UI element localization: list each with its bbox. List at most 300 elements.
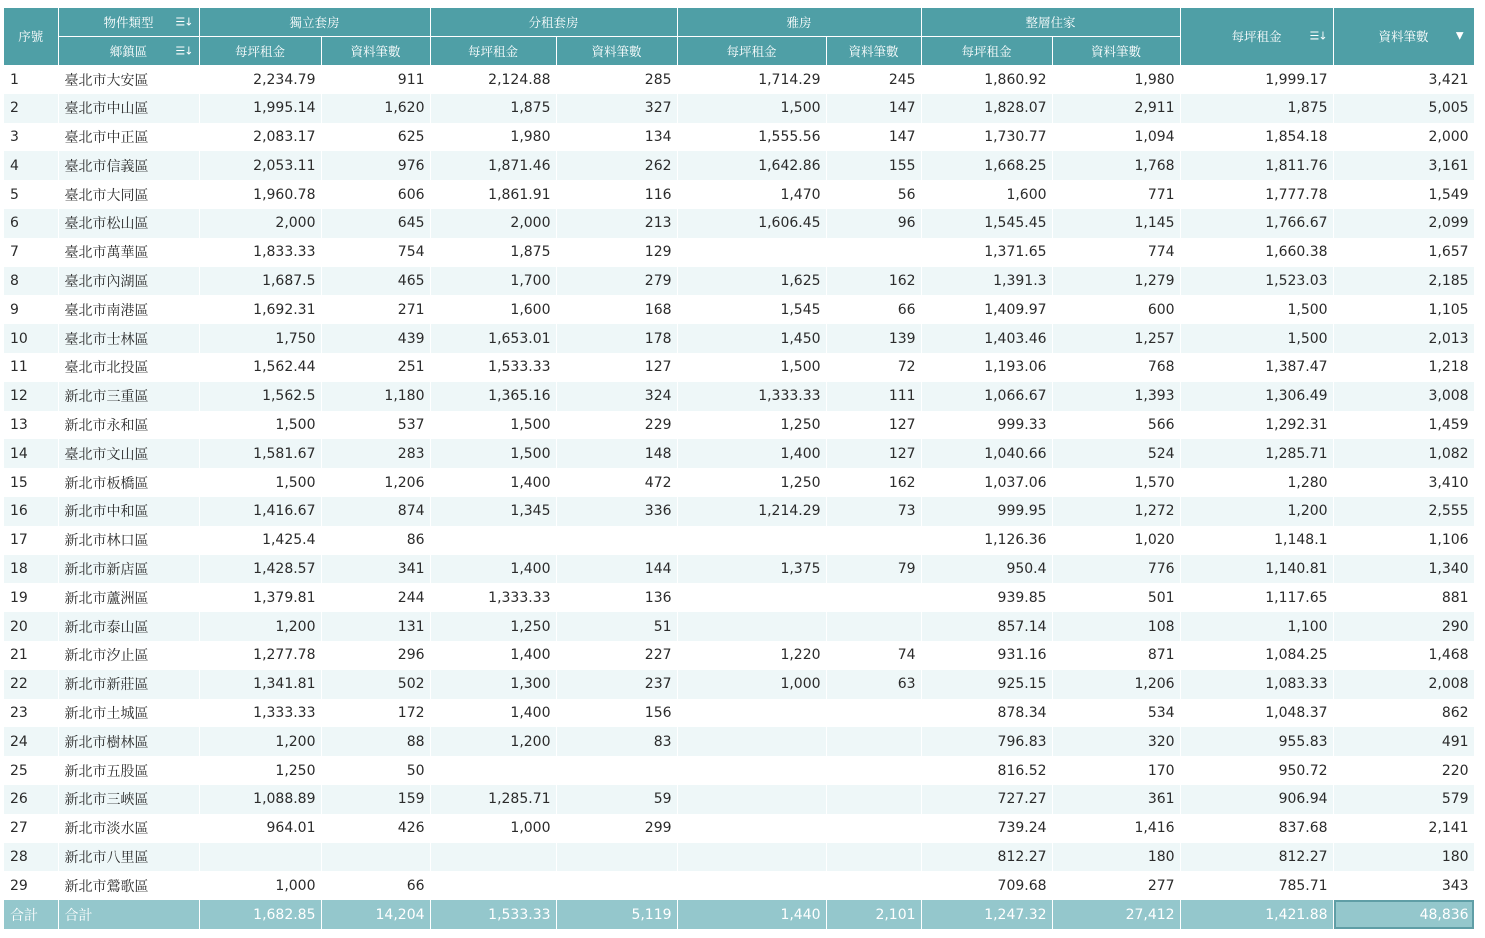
value-cell[interactable]: 63 — [826, 670, 921, 699]
type-header[interactable] — [58, 8, 199, 37]
value-cell[interactable]: 283 — [321, 439, 430, 468]
value-cell[interactable]: 50 — [321, 756, 430, 785]
value-cell[interactable]: 1,700 — [430, 267, 556, 296]
value-cell[interactable]: 1,459 — [1333, 411, 1474, 440]
value-cell[interactable] — [826, 871, 921, 900]
value-cell[interactable]: 1,500 — [199, 468, 321, 497]
value-cell[interactable]: 1,106 — [1333, 526, 1474, 555]
value-cell[interactable]: 1,272 — [1052, 497, 1180, 526]
value-cell[interactable]: 3,161 — [1333, 151, 1474, 180]
value-cell[interactable]: 1,416.67 — [199, 497, 321, 526]
sub-header-count[interactable]: 資料筆數 — [826, 37, 921, 66]
group-header-2[interactable]: 分租套房 — [430, 8, 677, 37]
district-cell[interactable]: 新北市三重區 — [58, 382, 199, 411]
value-cell[interactable]: 472 — [556, 468, 677, 497]
value-cell[interactable]: 1,220 — [677, 641, 826, 670]
value-cell[interactable]: 1,193.06 — [921, 353, 1052, 382]
value-cell[interactable]: 1,037.06 — [921, 468, 1052, 497]
value-cell[interactable] — [556, 871, 677, 900]
value-cell[interactable]: 159 — [321, 785, 430, 814]
value-cell[interactable]: 245 — [826, 65, 921, 94]
value-cell[interactable]: 625 — [321, 123, 430, 152]
value-cell[interactable]: 964.01 — [199, 814, 321, 843]
value-cell[interactable]: 1,148.1 — [1180, 526, 1333, 555]
value-cell[interactable]: 2,008 — [1333, 670, 1474, 699]
value-cell[interactable] — [199, 843, 321, 872]
value-cell[interactable]: 1,371.65 — [921, 238, 1052, 267]
value-cell[interactable]: 1,048.37 — [1180, 699, 1333, 728]
row-index-cell[interactable]: 26 — [4, 785, 58, 814]
value-cell[interactable]: 180 — [1333, 843, 1474, 872]
value-cell[interactable]: 1,871.46 — [430, 151, 556, 180]
value-cell[interactable]: 59 — [556, 785, 677, 814]
value-cell[interactable]: 51 — [556, 612, 677, 641]
value-cell[interactable]: 871 — [1052, 641, 1180, 670]
district-cell[interactable]: 臺北市文山區 — [58, 439, 199, 468]
grand-total-cell[interactable]: 48,836 — [1333, 900, 1474, 929]
value-cell[interactable] — [677, 526, 826, 555]
value-cell[interactable]: 1,400 — [430, 699, 556, 728]
value-cell[interactable]: 537 — [321, 411, 430, 440]
district-cell[interactable]: 臺北市北投區 — [58, 353, 199, 382]
value-cell[interactable]: 1,400 — [430, 555, 556, 584]
total-count-header[interactable] — [1333, 8, 1474, 65]
value-cell[interactable]: 251 — [321, 353, 430, 382]
district-cell[interactable]: 新北市八里區 — [58, 843, 199, 872]
value-cell[interactable]: 1,250 — [430, 612, 556, 641]
value-cell[interactable]: 1,066.67 — [921, 382, 1052, 411]
value-cell[interactable]: 86 — [321, 526, 430, 555]
value-cell[interactable]: 129 — [556, 238, 677, 267]
value-cell[interactable]: 1,620 — [321, 94, 430, 123]
row-index-cell[interactable]: 6 — [4, 209, 58, 238]
value-cell[interactable] — [677, 727, 826, 756]
row-index-cell[interactable]: 20 — [4, 612, 58, 641]
sort-icon[interactable]: ☰↓ — [1309, 29, 1327, 43]
value-cell[interactable]: 906.94 — [1180, 785, 1333, 814]
value-cell[interactable]: 771 — [1052, 180, 1180, 209]
value-cell[interactable]: 279 — [556, 267, 677, 296]
district-cell[interactable]: 臺北市信義區 — [58, 151, 199, 180]
value-cell[interactable]: 1,875 — [430, 94, 556, 123]
value-cell[interactable]: 1,200 — [199, 612, 321, 641]
value-cell[interactable]: 2,234.79 — [199, 65, 321, 94]
district-cell[interactable]: 臺北市大同區 — [58, 180, 199, 209]
value-cell[interactable]: 1,400 — [430, 641, 556, 670]
value-cell[interactable] — [826, 238, 921, 267]
row-index-cell[interactable]: 17 — [4, 526, 58, 555]
value-cell[interactable]: 2,124.88 — [430, 65, 556, 94]
value-cell[interactable]: 566 — [1052, 411, 1180, 440]
row-index-cell[interactable]: 1 — [4, 65, 58, 94]
value-cell[interactable]: 1,980 — [430, 123, 556, 152]
sub-header-count[interactable]: 資料筆數 — [556, 37, 677, 66]
value-cell[interactable]: 1,999.17 — [1180, 65, 1333, 94]
value-cell[interactable]: 1,549 — [1333, 180, 1474, 209]
value-cell[interactable]: 1,606.45 — [677, 209, 826, 238]
value-cell[interactable]: 3,421 — [1333, 65, 1474, 94]
value-cell[interactable]: 131 — [321, 612, 430, 641]
row-index-cell[interactable]: 13 — [4, 411, 58, 440]
value-cell[interactable]: 1,391.3 — [921, 267, 1052, 296]
value-cell[interactable]: 134 — [556, 123, 677, 152]
sub-header-price[interactable]: 每坪租金 — [677, 37, 826, 66]
value-cell[interactable] — [677, 843, 826, 872]
value-cell[interactable]: 465 — [321, 267, 430, 296]
value-cell[interactable]: 2,053.11 — [199, 151, 321, 180]
district-cell[interactable]: 新北市汐止區 — [58, 641, 199, 670]
value-cell[interactable]: 3,410 — [1333, 468, 1474, 497]
value-cell[interactable]: 1,341.81 — [199, 670, 321, 699]
value-cell[interactable]: 1,545 — [677, 295, 826, 324]
value-cell[interactable]: 524 — [1052, 439, 1180, 468]
value-cell[interactable]: 1,581.67 — [199, 439, 321, 468]
total-price-header[interactable] — [1180, 8, 1333, 65]
value-cell[interactable]: 727.27 — [921, 785, 1052, 814]
value-cell[interactable]: 1,875 — [430, 238, 556, 267]
value-cell[interactable]: 1,687.5 — [199, 267, 321, 296]
value-cell[interactable] — [677, 238, 826, 267]
value-cell[interactable]: 1,145 — [1052, 209, 1180, 238]
district-cell[interactable]: 新北市板橋區 — [58, 468, 199, 497]
row-index-cell[interactable]: 22 — [4, 670, 58, 699]
value-cell[interactable] — [677, 699, 826, 728]
value-cell[interactable]: 155 — [826, 151, 921, 180]
value-cell[interactable]: 343 — [1333, 871, 1474, 900]
row-index-cell[interactable]: 21 — [4, 641, 58, 670]
value-cell[interactable]: 1,000 — [677, 670, 826, 699]
value-cell[interactable]: 277 — [1052, 871, 1180, 900]
value-cell[interactable]: 881 — [1333, 583, 1474, 612]
value-cell[interactable]: 1,875 — [1180, 94, 1333, 123]
value-cell[interactable]: 1,860.92 — [921, 65, 1052, 94]
value-cell[interactable]: 2,083.17 — [199, 123, 321, 152]
value-cell[interactable]: 776 — [1052, 555, 1180, 584]
value-cell[interactable]: 1,000 — [199, 871, 321, 900]
value-cell[interactable]: 1,277.78 — [199, 641, 321, 670]
row-index-cell[interactable]: 16 — [4, 497, 58, 526]
value-cell[interactable]: 1,533.33 — [430, 353, 556, 382]
value-cell[interactable]: 324 — [556, 382, 677, 411]
row-index-cell[interactable]: 15 — [4, 468, 58, 497]
value-cell[interactable]: 1,714.29 — [677, 65, 826, 94]
row-index-cell[interactable]: 19 — [4, 583, 58, 612]
row-index-cell[interactable]: 14 — [4, 439, 58, 468]
value-cell[interactable]: 162 — [826, 468, 921, 497]
value-cell[interactable]: 1,416 — [1052, 814, 1180, 843]
value-cell[interactable]: 1,200 — [1180, 497, 1333, 526]
district-cell[interactable]: 臺北市南港區 — [58, 295, 199, 324]
district-cell[interactable]: 臺北市內湖區 — [58, 267, 199, 296]
value-cell[interactable]: 812.27 — [1180, 843, 1333, 872]
value-cell[interactable]: 1,400 — [677, 439, 826, 468]
value-cell[interactable]: 1,285.71 — [430, 785, 556, 814]
value-cell[interactable] — [677, 612, 826, 641]
value-cell[interactable] — [826, 727, 921, 756]
value-cell[interactable] — [826, 843, 921, 872]
value-cell[interactable]: 1,545.45 — [921, 209, 1052, 238]
sub-header-price[interactable]: 每坪租金 — [921, 37, 1052, 66]
value-cell[interactable]: 1,523.03 — [1180, 267, 1333, 296]
value-cell[interactable] — [556, 756, 677, 785]
value-cell[interactable]: 285 — [556, 65, 677, 94]
district-cell[interactable]: 新北市五股區 — [58, 756, 199, 785]
value-cell[interactable]: 1,403.46 — [921, 324, 1052, 353]
value-cell[interactable]: 1,100 — [1180, 612, 1333, 641]
sub-header-count[interactable]: 資料筆數 — [1052, 37, 1180, 66]
value-cell[interactable] — [826, 814, 921, 843]
value-cell[interactable] — [826, 699, 921, 728]
value-cell[interactable]: 83 — [556, 727, 677, 756]
value-cell[interactable]: 1,250 — [677, 468, 826, 497]
sort-icon[interactable]: ☰↓ — [175, 44, 193, 58]
value-cell[interactable]: 501 — [1052, 583, 1180, 612]
value-cell[interactable]: 1,279 — [1052, 267, 1180, 296]
value-cell[interactable]: 336 — [556, 497, 677, 526]
row-index-cell[interactable]: 7 — [4, 238, 58, 267]
value-cell[interactable]: 862 — [1333, 699, 1474, 728]
value-cell[interactable]: 341 — [321, 555, 430, 584]
total-index-cell[interactable]: 合計 — [4, 900, 58, 929]
value-cell[interactable]: 1,375 — [677, 555, 826, 584]
value-cell[interactable]: 1,082 — [1333, 439, 1474, 468]
value-cell[interactable]: 1,861.91 — [430, 180, 556, 209]
value-cell[interactable]: 1,387.47 — [1180, 353, 1333, 382]
value-cell[interactable]: 162 — [826, 267, 921, 296]
value-cell[interactable]: 1,040.66 — [921, 439, 1052, 468]
row-index-cell[interactable]: 5 — [4, 180, 58, 209]
value-cell[interactable]: 1,768 — [1052, 151, 1180, 180]
value-cell[interactable] — [677, 871, 826, 900]
value-cell[interactable]: 88 — [321, 727, 430, 756]
value-cell[interactable]: 74 — [826, 641, 921, 670]
district-header[interactable] — [58, 37, 199, 66]
value-cell[interactable]: 1,409.97 — [921, 295, 1052, 324]
value-cell[interactable]: 796.83 — [921, 727, 1052, 756]
district-cell[interactable]: 臺北市士林區 — [58, 324, 199, 353]
sub-header-count[interactable]: 資料筆數 — [321, 37, 430, 66]
value-cell[interactable]: 1,750 — [199, 324, 321, 353]
row-index-cell[interactable]: 18 — [4, 555, 58, 584]
value-cell[interactable]: 1,960.78 — [199, 180, 321, 209]
value-cell[interactable]: 1,692.31 — [199, 295, 321, 324]
value-cell[interactable]: 1,345 — [430, 497, 556, 526]
total-cell[interactable]: 1,421.88 — [1180, 900, 1333, 929]
value-cell[interactable]: 229 — [556, 411, 677, 440]
value-cell[interactable] — [826, 583, 921, 612]
value-cell[interactable]: 271 — [321, 295, 430, 324]
value-cell[interactable]: 1,126.36 — [921, 526, 1052, 555]
row-index-cell[interactable]: 11 — [4, 353, 58, 382]
value-cell[interactable]: 144 — [556, 555, 677, 584]
row-index-cell[interactable]: 25 — [4, 756, 58, 785]
value-cell[interactable]: 1,600 — [430, 295, 556, 324]
total-cell[interactable]: 1,440 — [677, 900, 826, 929]
value-cell[interactable] — [677, 785, 826, 814]
value-cell[interactable]: 361 — [1052, 785, 1180, 814]
total-cell[interactable]: 27,412 — [1052, 900, 1180, 929]
value-cell[interactable]: 96 — [826, 209, 921, 238]
value-cell[interactable]: 645 — [321, 209, 430, 238]
value-cell[interactable]: 939.85 — [921, 583, 1052, 612]
value-cell[interactable] — [556, 843, 677, 872]
value-cell[interactable]: 2,185 — [1333, 267, 1474, 296]
district-cell[interactable]: 新北市鶯歌區 — [58, 871, 199, 900]
value-cell[interactable]: 1,500 — [677, 94, 826, 123]
value-cell[interactable]: 1,777.78 — [1180, 180, 1333, 209]
row-index-cell[interactable]: 3 — [4, 123, 58, 152]
total-label-cell[interactable]: 合計 — [58, 900, 199, 929]
total-cell[interactable]: 1,247.32 — [921, 900, 1052, 929]
row-index-cell[interactable]: 24 — [4, 727, 58, 756]
value-cell[interactable] — [677, 583, 826, 612]
value-cell[interactable]: 950.4 — [921, 555, 1052, 584]
value-cell[interactable]: 2,911 — [1052, 94, 1180, 123]
value-cell[interactable]: 213 — [556, 209, 677, 238]
total-cell[interactable]: 1,533.33 — [430, 900, 556, 929]
value-cell[interactable]: 1,660.38 — [1180, 238, 1333, 267]
sub-header-price[interactable]: 每坪租金 — [430, 37, 556, 66]
value-cell[interactable] — [826, 612, 921, 641]
value-cell[interactable]: 1,833.33 — [199, 238, 321, 267]
value-cell[interactable]: 1,280 — [1180, 468, 1333, 497]
value-cell[interactable] — [677, 814, 826, 843]
value-cell[interactable]: 1,428.57 — [199, 555, 321, 584]
row-index-cell[interactable]: 10 — [4, 324, 58, 353]
value-cell[interactable]: 1,333.33 — [677, 382, 826, 411]
value-cell[interactable]: 785.71 — [1180, 871, 1333, 900]
value-cell[interactable]: 774 — [1052, 238, 1180, 267]
value-cell[interactable]: 116 — [556, 180, 677, 209]
value-cell[interactable]: 950.72 — [1180, 756, 1333, 785]
value-cell[interactable]: 1,206 — [321, 468, 430, 497]
value-cell[interactable]: 739.24 — [921, 814, 1052, 843]
value-cell[interactable]: 1,285.71 — [1180, 439, 1333, 468]
district-cell[interactable]: 新北市中和區 — [58, 497, 199, 526]
value-cell[interactable]: 111 — [826, 382, 921, 411]
value-cell[interactable]: 72 — [826, 353, 921, 382]
value-cell[interactable]: 1,084.25 — [1180, 641, 1333, 670]
district-cell[interactable]: 新北市新店區 — [58, 555, 199, 584]
district-cell[interactable]: 臺北市中正區 — [58, 123, 199, 152]
value-cell[interactable]: 925.15 — [921, 670, 1052, 699]
value-cell[interactable]: 299 — [556, 814, 677, 843]
value-cell[interactable]: 1,094 — [1052, 123, 1180, 152]
value-cell[interactable] — [826, 526, 921, 555]
value-cell[interactable]: 227 — [556, 641, 677, 670]
district-cell[interactable]: 新北市新莊區 — [58, 670, 199, 699]
value-cell[interactable]: 1,180 — [321, 382, 430, 411]
value-cell[interactable]: 1,625 — [677, 267, 826, 296]
value-cell[interactable]: 1,214.29 — [677, 497, 826, 526]
district-cell[interactable]: 新北市蘆洲區 — [58, 583, 199, 612]
value-cell[interactable]: 1,600 — [921, 180, 1052, 209]
value-cell[interactable] — [430, 871, 556, 900]
value-cell[interactable]: 2,555 — [1333, 497, 1474, 526]
value-cell[interactable] — [430, 526, 556, 555]
value-cell[interactable]: 5,005 — [1333, 94, 1474, 123]
value-cell[interactable]: 1,562.44 — [199, 353, 321, 382]
value-cell[interactable]: 1,250 — [199, 756, 321, 785]
value-cell[interactable]: 170 — [1052, 756, 1180, 785]
value-cell[interactable]: 812.27 — [921, 843, 1052, 872]
value-cell[interactable]: 139 — [826, 324, 921, 353]
value-cell[interactable] — [826, 785, 921, 814]
value-cell[interactable]: 127 — [826, 439, 921, 468]
value-cell[interactable]: 1,766.67 — [1180, 209, 1333, 238]
value-cell[interactable]: 600 — [1052, 295, 1180, 324]
district-cell[interactable]: 新北市樹林區 — [58, 727, 199, 756]
value-cell[interactable]: 1,730.77 — [921, 123, 1052, 152]
value-cell[interactable]: 1,200 — [430, 727, 556, 756]
total-cell[interactable]: 5,119 — [556, 900, 677, 929]
value-cell[interactable]: 108 — [1052, 612, 1180, 641]
value-cell[interactable]: 1,980 — [1052, 65, 1180, 94]
value-cell[interactable]: 1,828.07 — [921, 94, 1052, 123]
value-cell[interactable]: 327 — [556, 94, 677, 123]
group-header-4[interactable]: 整層住家 — [921, 8, 1180, 37]
value-cell[interactable]: 1,500 — [1180, 324, 1333, 353]
value-cell[interactable] — [556, 526, 677, 555]
value-cell[interactable]: 1,425.4 — [199, 526, 321, 555]
value-cell[interactable]: 1,020 — [1052, 526, 1180, 555]
value-cell[interactable]: 1,500 — [199, 411, 321, 440]
row-index-cell[interactable]: 2 — [4, 94, 58, 123]
value-cell[interactable]: 244 — [321, 583, 430, 612]
value-cell[interactable]: 426 — [321, 814, 430, 843]
value-cell[interactable]: 1,500 — [1180, 295, 1333, 324]
value-cell[interactable]: 1,400 — [430, 468, 556, 497]
total-cell[interactable]: 2,101 — [826, 900, 921, 929]
district-cell[interactable]: 臺北市大安區 — [58, 65, 199, 94]
total-cell[interactable]: 14,204 — [321, 900, 430, 929]
district-cell[interactable]: 新北市三峽區 — [58, 785, 199, 814]
group-header-1[interactable]: 獨立套房 — [199, 8, 430, 37]
value-cell[interactable]: 1,300 — [430, 670, 556, 699]
value-cell[interactable]: 999.33 — [921, 411, 1052, 440]
value-cell[interactable]: 1,450 — [677, 324, 826, 353]
value-cell[interactable]: 1,668.25 — [921, 151, 1052, 180]
value-cell[interactable] — [826, 756, 921, 785]
value-cell[interactable]: 1,333.33 — [199, 699, 321, 728]
district-cell[interactable]: 臺北市松山區 — [58, 209, 199, 238]
value-cell[interactable] — [321, 843, 430, 872]
value-cell[interactable]: 857.14 — [921, 612, 1052, 641]
row-index-cell[interactable]: 29 — [4, 871, 58, 900]
value-cell[interactable]: 1,811.76 — [1180, 151, 1333, 180]
value-cell[interactable]: 1,468 — [1333, 641, 1474, 670]
value-cell[interactable]: 1,292.31 — [1180, 411, 1333, 440]
value-cell[interactable]: 1,200 — [199, 727, 321, 756]
value-cell[interactable]: 816.52 — [921, 756, 1052, 785]
value-cell[interactable]: 73 — [826, 497, 921, 526]
value-cell[interactable]: 606 — [321, 180, 430, 209]
value-cell[interactable]: 290 — [1333, 612, 1474, 641]
total-cell[interactable]: 1,682.85 — [199, 900, 321, 929]
value-cell[interactable]: 502 — [321, 670, 430, 699]
value-cell[interactable]: 1,393 — [1052, 382, 1180, 411]
value-cell[interactable]: 1,470 — [677, 180, 826, 209]
row-index-cell[interactable]: 8 — [4, 267, 58, 296]
value-cell[interactable]: 1,657 — [1333, 238, 1474, 267]
value-cell[interactable]: 56 — [826, 180, 921, 209]
value-cell[interactable]: 1,088.89 — [199, 785, 321, 814]
value-cell[interactable]: 168 — [556, 295, 677, 324]
value-cell[interactable]: 127 — [556, 353, 677, 382]
value-cell[interactable]: 579 — [1333, 785, 1474, 814]
value-cell[interactable]: 1,379.81 — [199, 583, 321, 612]
value-cell[interactable]: 1,206 — [1052, 670, 1180, 699]
